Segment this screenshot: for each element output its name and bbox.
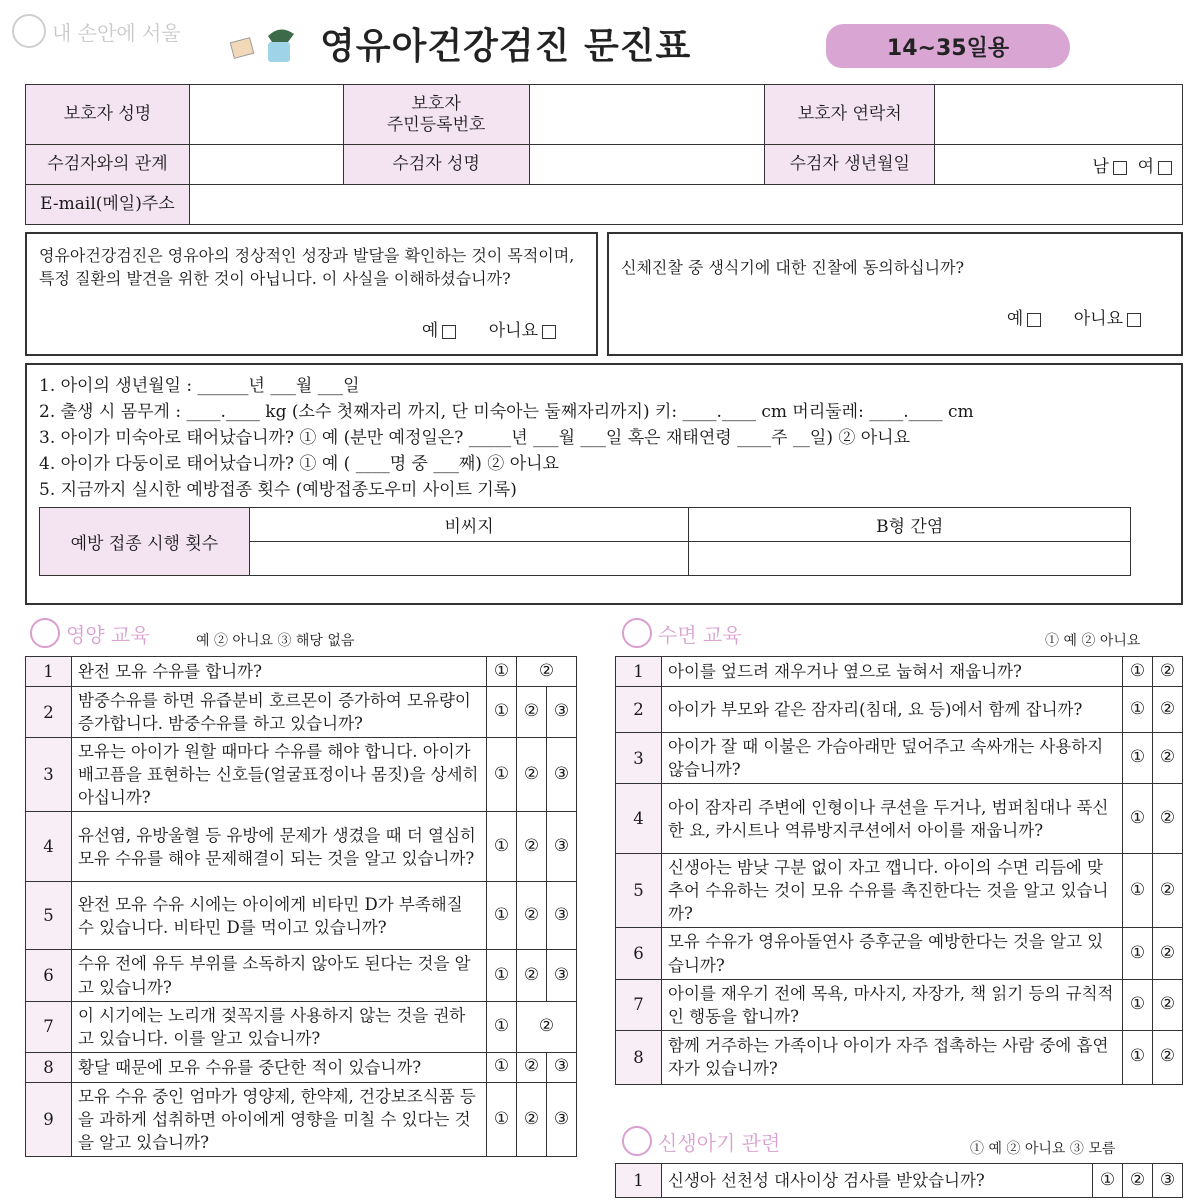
question-premature: 3. 아이가 미숙아로 태어났습니까? ① 예 (분만 예정일은? _____년 ___월 ___일 혹은 재태연령 ____주 __일) ② 아니요 xyxy=(39,428,911,448)
question-number: 7 xyxy=(26,1001,72,1052)
answer-option[interactable]: ② xyxy=(517,657,577,687)
question-number: 4 xyxy=(616,784,662,854)
consent-purpose-options xyxy=(422,319,556,344)
answer-option[interactable]: ① xyxy=(1093,1164,1123,1198)
answer-option[interactable]: ② xyxy=(1153,979,1183,1030)
question-text: 신생아는 밤낮 구분 없이 자고 깹니다. 아이의 수면 리듬에 맞추어 수유하는 것이 모유 수유를 촉진한다는 것을 알고 있습니까? xyxy=(662,854,1123,928)
answer-option[interactable]: ① xyxy=(487,687,517,738)
answer-option[interactable]: ② xyxy=(1123,1164,1153,1198)
consent-genital-box xyxy=(607,232,1183,356)
email-label: E-mail(메일)주소 xyxy=(26,185,190,225)
consent-genital-yes-checkbox[interactable] xyxy=(1027,313,1041,327)
answer-option[interactable]: ③ xyxy=(547,687,577,738)
table-row xyxy=(26,687,577,738)
mother-baby-icon xyxy=(30,618,60,648)
child-name-field[interactable] xyxy=(529,145,765,185)
question-number: 8 xyxy=(616,1030,662,1084)
answer-option[interactable]: ① xyxy=(1123,854,1153,928)
answer-option[interactable]: ① xyxy=(487,1052,517,1082)
vaccine-hepb-header: B형 간염 xyxy=(689,508,1131,542)
question-text: 완전 모유 수유 시에는 아이에게 비타민 D가 부족해질 수 있습니다. 비타민 D를 먹이고 있습니까? xyxy=(72,882,487,950)
newborn-title-text: 신생아기 관련 xyxy=(658,1130,781,1155)
consent-genital-text: 신체진찰 중 생식기에 대한 진찰에 동의하십니까? xyxy=(621,258,965,277)
table-row xyxy=(26,1052,577,1082)
question-number: 9 xyxy=(26,1082,72,1156)
table-row xyxy=(616,687,1183,733)
question-text: 신생아 선천성 대사이상 검사를 받았습니까? xyxy=(662,1164,1093,1198)
nutrition-legend: 예 ② 아니요 ③ 해당 없음 xyxy=(196,633,355,649)
table-row xyxy=(26,738,577,812)
answer-option[interactable]: ② xyxy=(1153,733,1183,784)
guardian-rrn-label-line1: 보호자 xyxy=(411,94,461,115)
answer-option[interactable]: ③ xyxy=(547,1052,577,1082)
question-number: 1 xyxy=(616,657,662,687)
answer-option[interactable]: ③ xyxy=(547,950,577,1001)
guardian-name-label: 보호자 성명 xyxy=(26,85,190,145)
question-number: 3 xyxy=(26,738,72,812)
answer-option[interactable]: ① xyxy=(487,882,517,950)
question-text: 수유 전에 유두 부위를 소독하지 않아도 된다는 것을 알고 있습니까? xyxy=(72,950,487,1001)
answer-option[interactable]: ③ xyxy=(547,882,577,950)
consent-purpose-yes-checkbox[interactable] xyxy=(442,325,456,339)
relation-field[interactable] xyxy=(189,145,343,185)
child-name-label: 수검자 성명 xyxy=(343,145,529,185)
question-text: 밤중수유를 하면 유즙분비 호르몬이 증가하여 모유량이 증가합니다. 밤중수유를 하고 있습니까? xyxy=(72,687,487,738)
female-label: 여 xyxy=(1137,157,1154,177)
question-number: 2 xyxy=(616,687,662,733)
answer-option[interactable]: ② xyxy=(1153,784,1183,854)
newborn-question-table xyxy=(615,1163,1183,1198)
child-birth-label: 수검자 생년월일 xyxy=(765,145,935,185)
question-text: 이 시기에는 노리개 젖꼭지를 사용하지 않는 것을 권하고 있습니다. 이를 알고 있습니까? xyxy=(72,1001,487,1052)
answer-option[interactable]: ③ xyxy=(547,738,577,812)
question-number: 4 xyxy=(26,812,72,882)
sleep-question-table xyxy=(615,656,1183,1085)
question-birth-measurements: 2. 출생 시 몸무게 : ____.____ kg (소수 첫째자리 까지, 단 미숙아는 둘째자리까지) 키: ____.____ cm 머리둘레: ____.____ cm xyxy=(39,402,974,422)
watermark-text: 내 손안에 서울 xyxy=(52,20,181,45)
answer-option[interactable]: ② xyxy=(517,882,547,950)
answer-option[interactable]: ① xyxy=(1123,687,1153,733)
question-number: 7 xyxy=(616,979,662,1030)
question-text: 완전 모유 수유를 합니까? xyxy=(72,657,487,687)
question-text: 모유는 아이가 원할 때마다 수유를 해야 합니다. 아이가 배고픔을 표현하는 신호들(얼굴표정이나 몸짓)을 상세히 아십니까? xyxy=(72,738,487,812)
guardian-info-table xyxy=(25,84,1183,225)
question-text: 아이 잠자리 주변에 인형이나 쿠션을 두거나, 범퍼침대나 푹신한 요, 카시트나 역류방지쿠션에서 아이를 재웁니까? xyxy=(662,784,1123,854)
table-row xyxy=(26,812,577,882)
answer-option[interactable]: ① xyxy=(1123,657,1153,687)
table-row xyxy=(26,882,577,950)
answer-option[interactable]: ① xyxy=(487,950,517,1001)
question-birthdate: 1. 아이의 생년월일 : ______년 ___월 ___일 xyxy=(39,376,360,396)
age-badge: 14~35일용 xyxy=(826,24,1070,68)
baby-face-icon xyxy=(622,1126,652,1156)
child-birth-field[interactable] xyxy=(935,145,1183,185)
watermark xyxy=(12,14,181,48)
newborn-legend: ① 예 ② 아니요 ③ 모름 xyxy=(970,1141,1116,1157)
table-row xyxy=(26,950,577,1001)
answer-option[interactable]: ③ xyxy=(1153,1164,1183,1198)
question-number: 6 xyxy=(26,950,72,1001)
header xyxy=(0,0,1200,80)
question-text: 아이가 부모와 같은 잠자리(침대, 요 등)에서 함께 잡니까? xyxy=(662,687,1123,733)
question-text: 함께 거주하는 가족이나 아이가 자주 접촉하는 사람 중에 흡연자가 있습니까? xyxy=(662,1030,1123,1084)
question-number: 8 xyxy=(26,1052,72,1082)
relation-label: 수검자와의 관계 xyxy=(26,145,190,185)
consent-genital-yes-label: 예 xyxy=(1006,309,1024,330)
vaccine-bcg-header: 비씨지 xyxy=(249,508,689,542)
nutrition-question-table xyxy=(25,656,577,1157)
basic-questions-box xyxy=(25,363,1183,605)
sleep-section-title xyxy=(622,618,742,648)
question-text: 모유 수유가 영유아돌연사 증후군을 예방한다는 것을 알고 있습니까? xyxy=(662,928,1123,979)
table-row xyxy=(616,733,1183,784)
guardian-phone-label: 보호자 연락처 xyxy=(765,85,935,145)
guardian-rrn-label-line2: 주민등록번호 xyxy=(386,114,486,135)
sleep-legend: ① 예 ② 아니요 xyxy=(1045,633,1141,649)
table-row xyxy=(26,657,577,687)
vaccination-label: 예방 접종 시행 횟수 xyxy=(40,508,250,576)
consent-purpose-text: 영유아건강검진은 영유아의 정상적인 성장과 발달을 확인하는 것이 목적이며, 특정 질환의 발견을 위한 것이 아닙니다. 이 사실을 이해하셨습니까? xyxy=(39,246,575,289)
seoul-logo-icon xyxy=(12,14,46,48)
question-multiple-birth: 4. 아이가 다둥이로 태어났습니까? ① 예 ( ____명 중 ___째) ② 아니요 xyxy=(39,454,559,474)
question-text: 아이를 엎드려 재우거나 옆으로 눕혀서 재웁니까? xyxy=(662,657,1123,687)
question-text: 아이가 잘 때 이불은 가슴아래만 덮어주고 속싸개는 사용하지 않습니까? xyxy=(662,733,1123,784)
consent-purpose-no-label: 아니요 xyxy=(488,321,538,342)
consent-genital-options xyxy=(1007,307,1141,332)
answer-option[interactable]: ① xyxy=(487,1001,517,1052)
answer-option[interactable]: ② xyxy=(517,687,547,738)
table-row xyxy=(26,1001,577,1052)
nutrition-section-title xyxy=(30,618,150,648)
moon-icon xyxy=(622,618,652,648)
table-row xyxy=(616,784,1183,854)
question-number: 5 xyxy=(616,854,662,928)
answer-option[interactable]: ② xyxy=(1153,687,1183,733)
table-row xyxy=(616,979,1183,1030)
answer-option[interactable]: ① xyxy=(1123,733,1153,784)
vaccination-table xyxy=(39,507,1131,576)
table-row xyxy=(616,1030,1183,1084)
guardian-name-field[interactable] xyxy=(189,85,343,145)
guardian-rrn-field[interactable] xyxy=(529,85,765,145)
answer-option[interactable]: ② xyxy=(1153,928,1183,979)
answer-option[interactable]: ① xyxy=(1123,1030,1153,1084)
answer-option[interactable]: ② xyxy=(517,1082,547,1156)
page-title: 영유아건강검진 문진표 xyxy=(320,26,692,67)
answer-option[interactable]: ② xyxy=(1153,854,1183,928)
answer-option[interactable]: ③ xyxy=(547,812,577,882)
nutrition-title-text: 영양 교육 xyxy=(66,622,150,647)
answer-option[interactable]: ③ xyxy=(547,1082,577,1156)
table-row xyxy=(616,1164,1183,1198)
answer-option[interactable]: ② xyxy=(517,1001,577,1052)
consent-genital-no-label: 아니요 xyxy=(1073,309,1123,330)
male-checkbox[interactable] xyxy=(1113,161,1127,175)
question-number: 1 xyxy=(616,1164,662,1198)
question-text: 아이를 재우기 전에 목욕, 마사지, 자장가, 책 읽기 등의 규칙적인 행동을 합니까? xyxy=(662,979,1123,1030)
answer-option[interactable]: ② xyxy=(1153,1030,1183,1084)
question-text: 모유 수유 중인 엄마가 영양제, 한약제, 건강보조식품 등을 과하게 섭취하면 아이에게 영향을 미칠 수 있다는 것을 알고 있습니까? xyxy=(72,1082,487,1156)
question-vaccination: 5. 지금까지 실시한 예방접종 횟수 (예방접종도우미 사이트 기록) xyxy=(39,480,517,500)
question-number: 1 xyxy=(26,657,72,687)
guardian-rrn-label xyxy=(343,85,529,145)
answer-option[interactable]: ② xyxy=(517,950,547,1001)
question-text: 황달 때문에 모유 수유를 중단한 적이 있습니까? xyxy=(72,1052,487,1082)
question-number: 5 xyxy=(26,882,72,950)
sleep-title-text: 수면 교육 xyxy=(658,622,742,647)
consent-genital-no-checkbox[interactable] xyxy=(1127,313,1141,327)
answer-option[interactable]: ② xyxy=(1153,657,1183,687)
question-number: 3 xyxy=(616,733,662,784)
answer-option[interactable]: ② xyxy=(517,738,547,812)
answer-option[interactable]: ① xyxy=(487,657,517,687)
male-label: 남 xyxy=(1092,157,1109,177)
question-text: 유선염, 유방울혈 등 유방에 문제가 생겼을 때 더 열심히 모유 수유를 해야 문제해결이 되는 것을 알고 있습니까? xyxy=(72,812,487,882)
answer-option[interactable]: ② xyxy=(517,812,547,882)
answer-option[interactable]: ① xyxy=(1123,784,1153,854)
consent-purpose-yes-label: 예 xyxy=(421,321,439,342)
answer-option[interactable]: ② xyxy=(517,1052,547,1082)
table-row xyxy=(616,657,1183,687)
answer-option[interactable]: ① xyxy=(1123,979,1153,1030)
table-row xyxy=(26,1082,577,1156)
baby-care-illustration-icon xyxy=(228,22,300,66)
email-field[interactable] xyxy=(189,185,1182,225)
newborn-section-title xyxy=(622,1126,780,1156)
answer-option[interactable]: ① xyxy=(487,812,517,882)
guardian-phone-field[interactable] xyxy=(935,85,1183,145)
table-row xyxy=(616,928,1183,979)
question-number: 2 xyxy=(26,687,72,738)
answer-option[interactable]: ① xyxy=(487,1082,517,1156)
consent-purpose-box xyxy=(25,232,598,356)
consent-purpose-no-checkbox[interactable] xyxy=(542,325,556,339)
female-checkbox[interactable] xyxy=(1158,161,1172,175)
vaccine-hepb-field[interactable] xyxy=(689,542,1131,576)
answer-option[interactable]: ① xyxy=(1123,928,1153,979)
answer-option[interactable]: ① xyxy=(487,738,517,812)
question-number: 6 xyxy=(616,928,662,979)
table-row xyxy=(616,854,1183,928)
vaccine-bcg-field[interactable] xyxy=(249,542,689,576)
